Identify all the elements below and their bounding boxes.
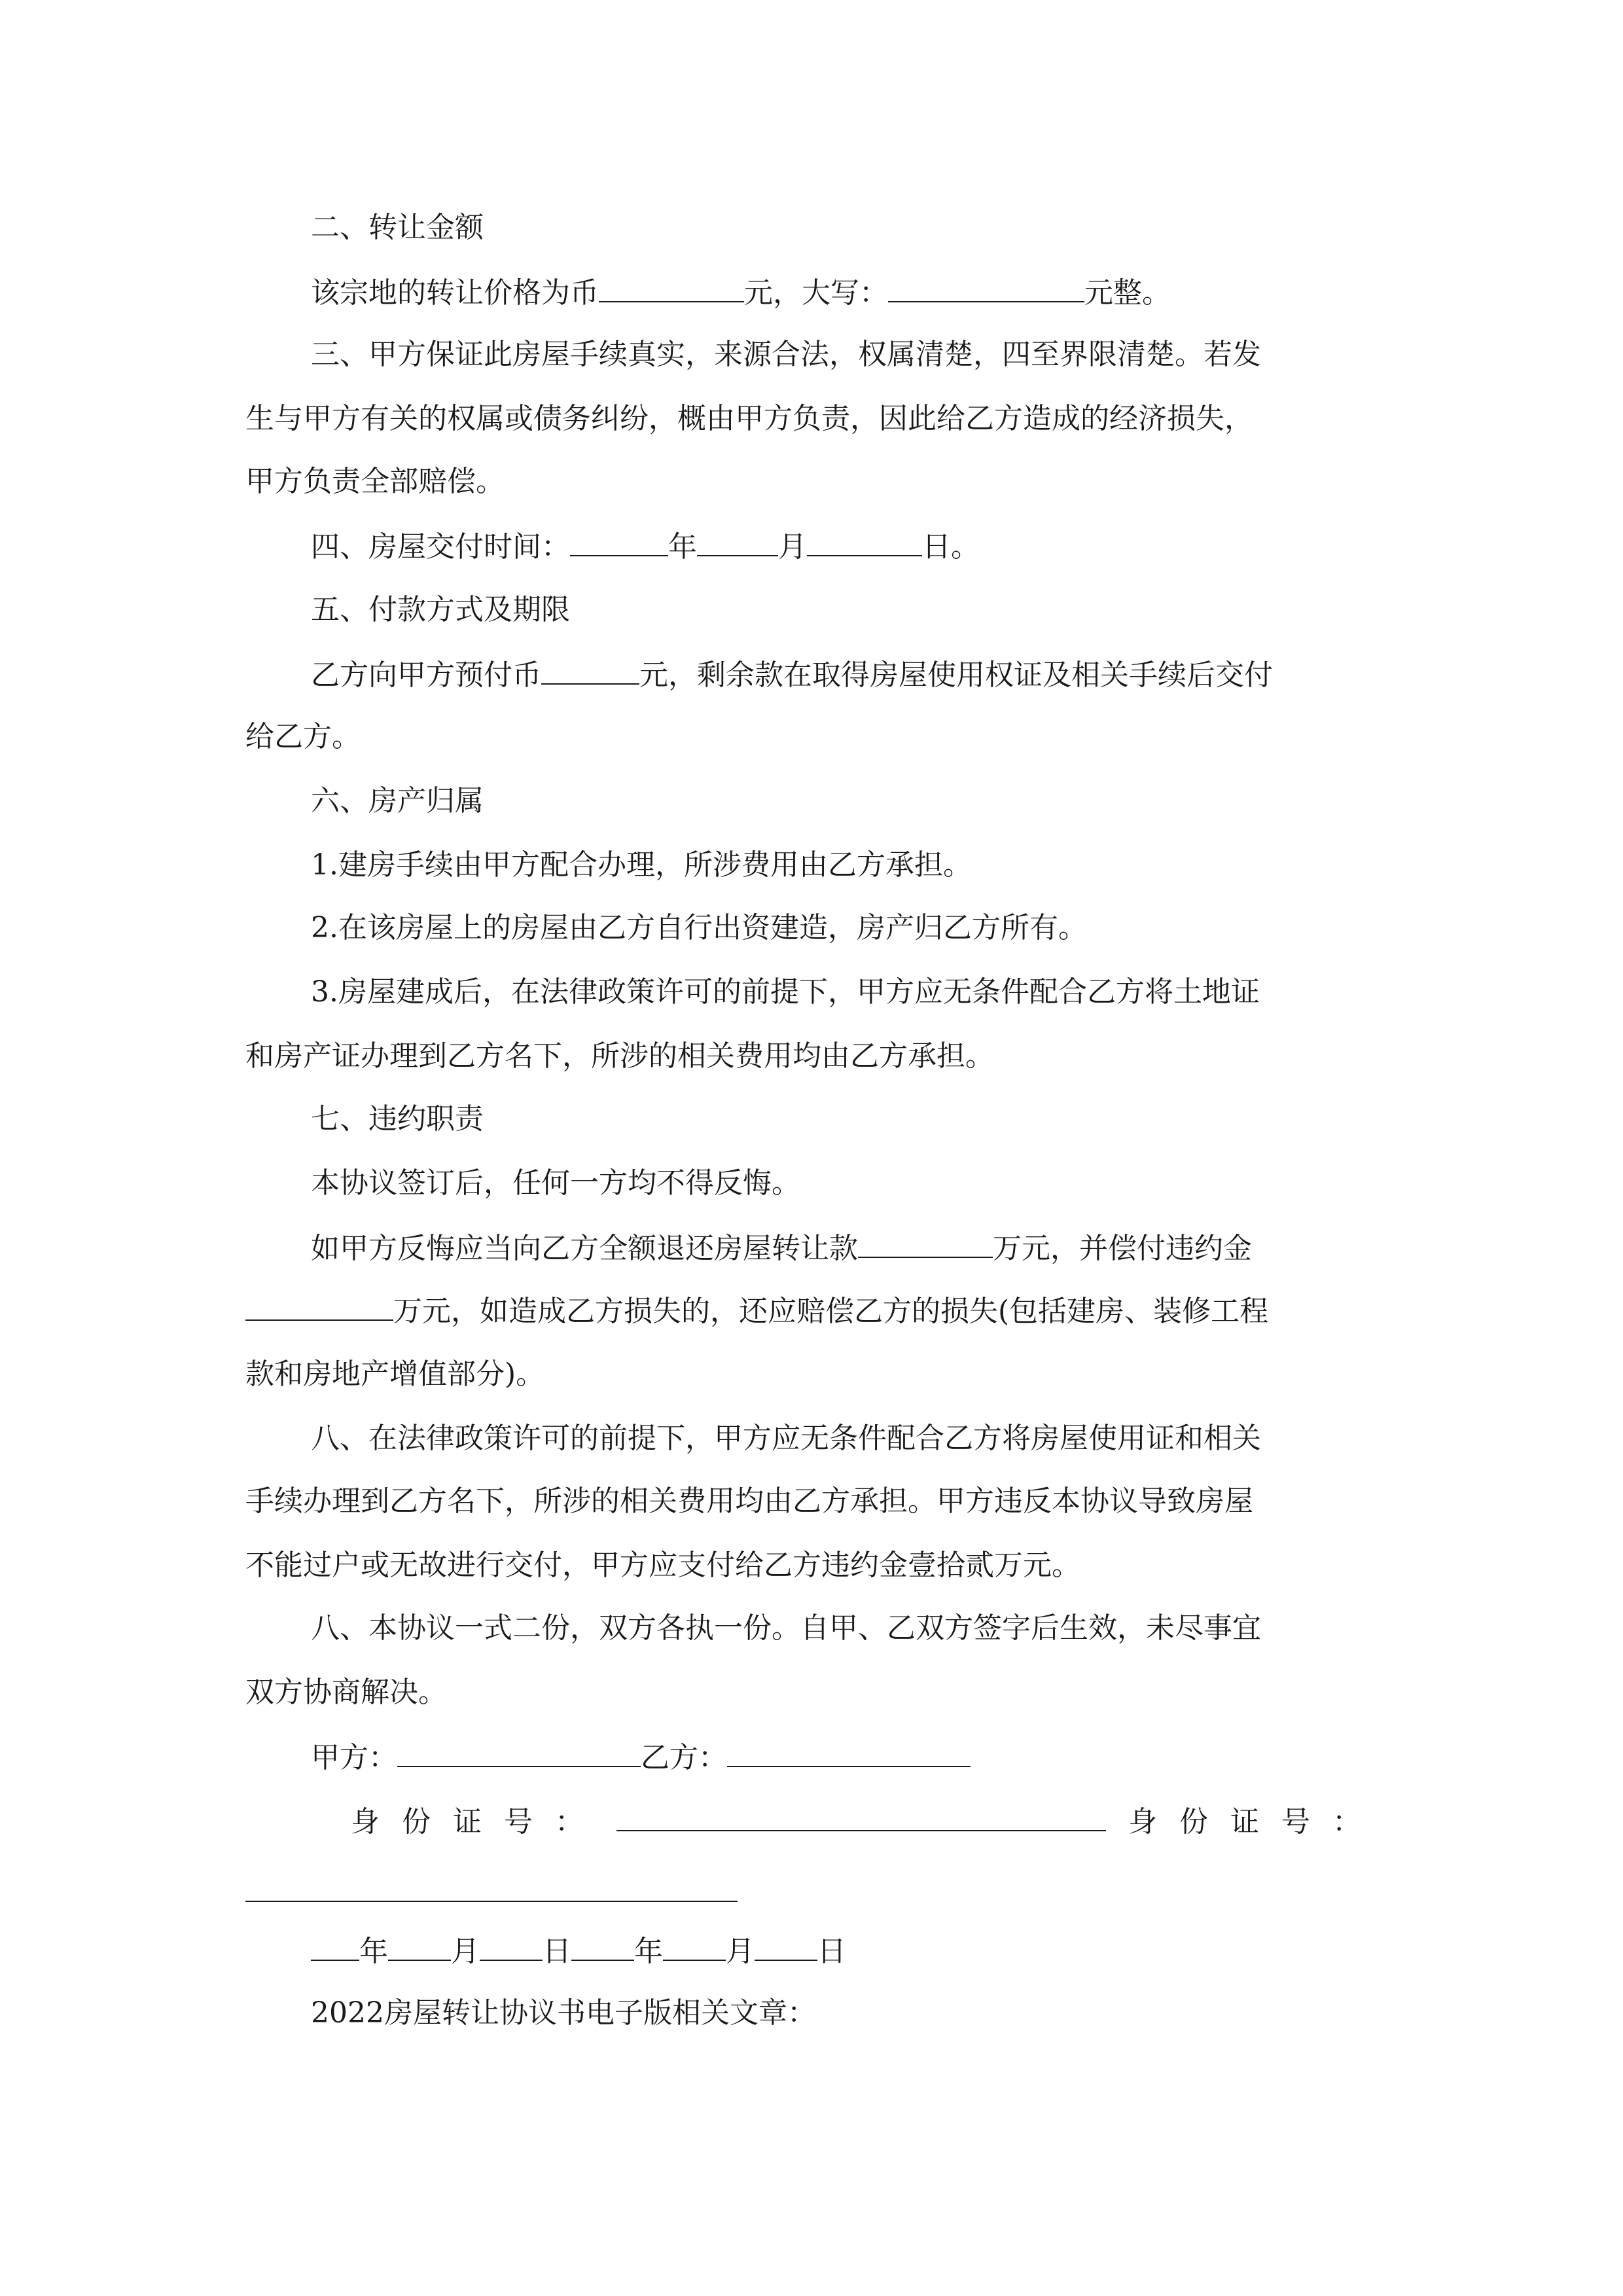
section-7-line-1: 本协议签订后，任何一方均不得反悔。	[311, 1166, 800, 1200]
date-b-day: 日	[817, 1935, 846, 1968]
section-2-text	[311, 272, 1171, 313]
date-b-year-blank	[571, 1931, 634, 1961]
section-8b-line-2: 双方协商解决。	[245, 1676, 447, 1709]
signature-parties	[311, 1737, 971, 1778]
section-8a-line-1: 八、在法律政策许可的前提下，甲方应无条件配合乙方将房屋使用证和相关	[311, 1422, 1261, 1455]
s2-text-c: 元整。	[1084, 276, 1171, 310]
id-label-b: 身份证号：	[1128, 1805, 1383, 1839]
section-5-line-2: 给乙方。	[245, 720, 361, 753]
section-3-line-2: 生与甲方有关的权属或债务纠纷，概由甲方负责，因此给乙方造成的经济损失，	[245, 402, 1253, 435]
price-blank	[599, 272, 744, 302]
section-2-title: 二、转让金额	[311, 211, 484, 244]
prepay-blank	[541, 655, 639, 685]
section-6-item-3-line-2: 和房产证办理到乙方名下，所涉的相关费用均由乙方承担。	[245, 1039, 994, 1073]
date-a-month: 月	[451, 1935, 480, 1968]
s7-text-b: 万元，并偿付违约金	[993, 1232, 1252, 1265]
s4-month: 月	[778, 530, 807, 564]
s2-text-b: 元，大写：	[744, 276, 888, 310]
refund-amount-blank	[858, 1228, 993, 1258]
section-6-item-1: 1.建房手续由甲方配合办理，所涉费用由乙方承担。	[311, 848, 972, 882]
date-a-day: 日	[543, 1935, 571, 1968]
date-a-month-blank	[388, 1931, 451, 1961]
s4-label: 四、房屋交付时间：	[311, 530, 570, 564]
s2-text-a: 该宗地的转让价格为币	[311, 276, 599, 310]
section-5-line-1	[311, 655, 1273, 695]
section-7-title: 七、违约职责	[311, 1102, 484, 1136]
id-number-a-blank	[616, 1801, 1106, 1831]
s7-text-c: 万元，如造成乙方损失的，还应赔偿乙方的损失(包括建房、装修工程	[393, 1295, 1269, 1328]
section-6-item-2: 2.在该房屋上的房屋由乙方自行出资建造，房产归乙方所有。	[311, 911, 1087, 944]
s4-day: 日。	[922, 530, 980, 564]
section-6-item-3-line-1: 3.房屋建成后，在法律政策许可的前提下，甲方应无条件配合乙方将土地证	[311, 975, 1260, 1009]
party-b-label: 乙方：	[641, 1741, 727, 1774]
date-b-year: 年	[634, 1935, 663, 1968]
s5-text-b: 元，剩余款在取得房屋使用权证及相关手续后交付	[639, 658, 1273, 692]
date-a-year-blank	[311, 1931, 359, 1961]
section-6-title: 六、房产归属	[311, 784, 484, 817]
date-a-day-blank	[480, 1931, 543, 1961]
s7-text-a: 如甲方反悔应当向乙方全额退还房屋转让款	[311, 1232, 858, 1265]
signature-dates	[311, 1931, 846, 1971]
section-8a-line-2: 手续办理到乙方名下，所涉的相关费用均由乙方承担。甲方违反本协议导致房屋	[245, 1484, 1253, 1518]
date-b-month-blank	[663, 1931, 726, 1961]
section-5-title: 五、付款方式及期限	[311, 593, 570, 626]
date-b-day-blank	[755, 1931, 817, 1961]
section-7-line-4: 款和房地产增值部分)。	[245, 1357, 545, 1391]
section-8a-line-3: 不能过户或无故进行交付，甲方应支付给乙方违约金壹拾贰万元。	[245, 1549, 1080, 1582]
related-articles-heading: 2022房屋转让协议书电子版相关文章：	[311, 1996, 816, 2030]
section-8b-line-1: 八、本协议一式二份，双方各执一份。自甲、乙双方签字后生效，未尽事宜	[311, 1611, 1261, 1645]
penalty-amount-blank	[245, 1291, 393, 1321]
section-7-line-2	[311, 1228, 1252, 1268]
delivery-month-blank	[697, 526, 778, 556]
delivery-year-blank	[570, 526, 668, 556]
date-a-year: 年	[359, 1935, 388, 1968]
date-b-month: 月	[726, 1935, 755, 1968]
delivery-day-blank	[807, 526, 922, 556]
party-b-signature-blank	[727, 1737, 971, 1767]
id-label-a: 身份证号：	[351, 1805, 606, 1839]
price-uppercase-blank	[888, 272, 1084, 302]
party-a-signature-blank	[397, 1737, 641, 1767]
s4-year: 年	[668, 530, 697, 564]
section-3-line-3: 甲方负责全部赔偿。	[245, 465, 505, 498]
id-number-row	[351, 1801, 1383, 1842]
section-4	[311, 526, 980, 567]
section-7-line-3	[245, 1291, 1268, 1331]
party-a-label: 甲方：	[311, 1741, 397, 1774]
s5-text-a: 乙方向甲方预付币	[311, 658, 541, 692]
id-number-b-blank	[245, 1901, 738, 1902]
section-3-line-1: 三、甲方保证此房屋手续真实，来源合法，权属清楚，四至界限清楚。若发	[311, 338, 1261, 371]
